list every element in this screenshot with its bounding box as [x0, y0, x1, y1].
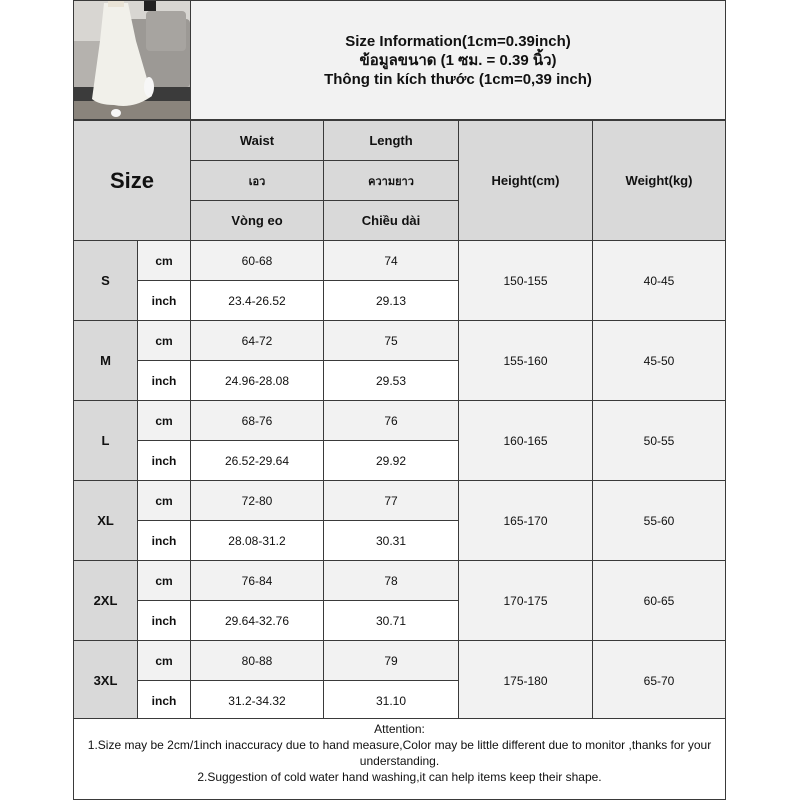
unit-label-inch: inch [137, 600, 191, 641]
length-inch-value: 31.10 [323, 680, 459, 721]
height-value: 170-175 [458, 560, 593, 641]
weight-value: 40-45 [592, 240, 726, 321]
waist-inch-value: 23.4-26.52 [190, 280, 324, 321]
waist-inch-value: 26.52-29.64 [190, 440, 324, 481]
product-photo [73, 0, 191, 120]
product-photo-image [74, 1, 190, 119]
waist-inch-value: 24.96-28.08 [190, 360, 324, 401]
height-value: 160-165 [458, 400, 593, 481]
size-chart [73, 0, 726, 800]
waist-inch-value: 29.64-32.76 [190, 600, 324, 641]
unit-label-cm: cm [137, 480, 191, 521]
weight-value: 45-50 [592, 320, 726, 401]
size-label: S [73, 240, 138, 321]
size-label: XL [73, 480, 138, 561]
size-label: 2XL [73, 560, 138, 641]
unit-label-inch: inch [137, 680, 191, 721]
waist-cm-value: 60-68 [190, 240, 324, 281]
length-header-english: Length [323, 119, 459, 161]
size-information-title [190, 0, 726, 120]
unit-label-inch: inch [137, 520, 191, 561]
length-header-thai: ความยาว [323, 160, 459, 201]
unit-label-cm: cm [137, 640, 191, 681]
title-english: Size Information(1cm=0.39inch) [345, 32, 571, 50]
attention-notes [73, 718, 726, 800]
unit-label-inch: inch [137, 360, 191, 401]
attention-heading: Attention: [374, 722, 425, 736]
length-inch-value: 29.53 [323, 360, 459, 401]
length-cm-value: 77 [323, 480, 459, 521]
waist-header-vietnamese: Vòng eo [190, 200, 324, 241]
height-value: 150-155 [458, 240, 593, 321]
height-value: 165-170 [458, 480, 593, 561]
size-label: M [73, 320, 138, 401]
waist-inch-value: 31.2-34.32 [190, 680, 324, 721]
waist-cm-value: 72-80 [190, 480, 324, 521]
height-header: Height(cm) [458, 119, 593, 241]
attention-note-1: 1.Size may be 2cm/1inch inaccuracy due to hand measure,Color may be little different due to monitor ,thanks for your understanding. [87, 738, 712, 768]
length-cm-value: 76 [323, 400, 459, 441]
weight-header: Weight(kg) [592, 119, 726, 241]
weight-value: 50-55 [592, 400, 726, 481]
unit-label-cm: cm [137, 240, 191, 281]
unit-label-inch: inch [137, 280, 191, 321]
length-inch-value: 30.71 [323, 600, 459, 641]
waist-cm-value: 64-72 [190, 320, 324, 361]
waist-inch-value: 28.08-31.2 [190, 520, 324, 561]
length-cm-value: 75 [323, 320, 459, 361]
unit-label-cm: cm [137, 320, 191, 361]
length-cm-value: 74 [323, 240, 459, 281]
height-value: 155-160 [458, 320, 593, 401]
waist-cm-value: 80-88 [190, 640, 324, 681]
unit-label-cm: cm [137, 560, 191, 601]
length-inch-value: 30.31 [323, 520, 459, 561]
attention-note-2: 2.Suggestion of cold water hand washing,it can help items keep their shape. [197, 770, 602, 784]
length-inch-value: 29.92 [323, 440, 459, 481]
size-label: L [73, 400, 138, 481]
length-inch-value: 29.13 [323, 280, 459, 321]
size-label: 3XL [73, 640, 138, 721]
length-cm-value: 78 [323, 560, 459, 601]
length-cm-value: 79 [323, 640, 459, 681]
weight-value: 65-70 [592, 640, 726, 721]
waist-cm-value: 68-76 [190, 400, 324, 441]
unit-label-cm: cm [137, 400, 191, 441]
weight-value: 60-65 [592, 560, 726, 641]
waist-header-english: Waist [190, 119, 324, 161]
waist-header-thai: เอว [190, 160, 324, 201]
height-value: 175-180 [458, 640, 593, 721]
size-column-header: Size [73, 119, 191, 241]
unit-label-inch: inch [137, 440, 191, 481]
waist-cm-value: 76-84 [190, 560, 324, 601]
title-vietnamese: Thông tin kích thước (1cm=0,39 inch) [324, 70, 592, 88]
length-header-vietnamese: Chiều dài [323, 200, 459, 241]
weight-value: 55-60 [592, 480, 726, 561]
title-thai: ข้อมูลขนาด (1 ซม. = 0.39 นิ้ว) [359, 51, 557, 69]
